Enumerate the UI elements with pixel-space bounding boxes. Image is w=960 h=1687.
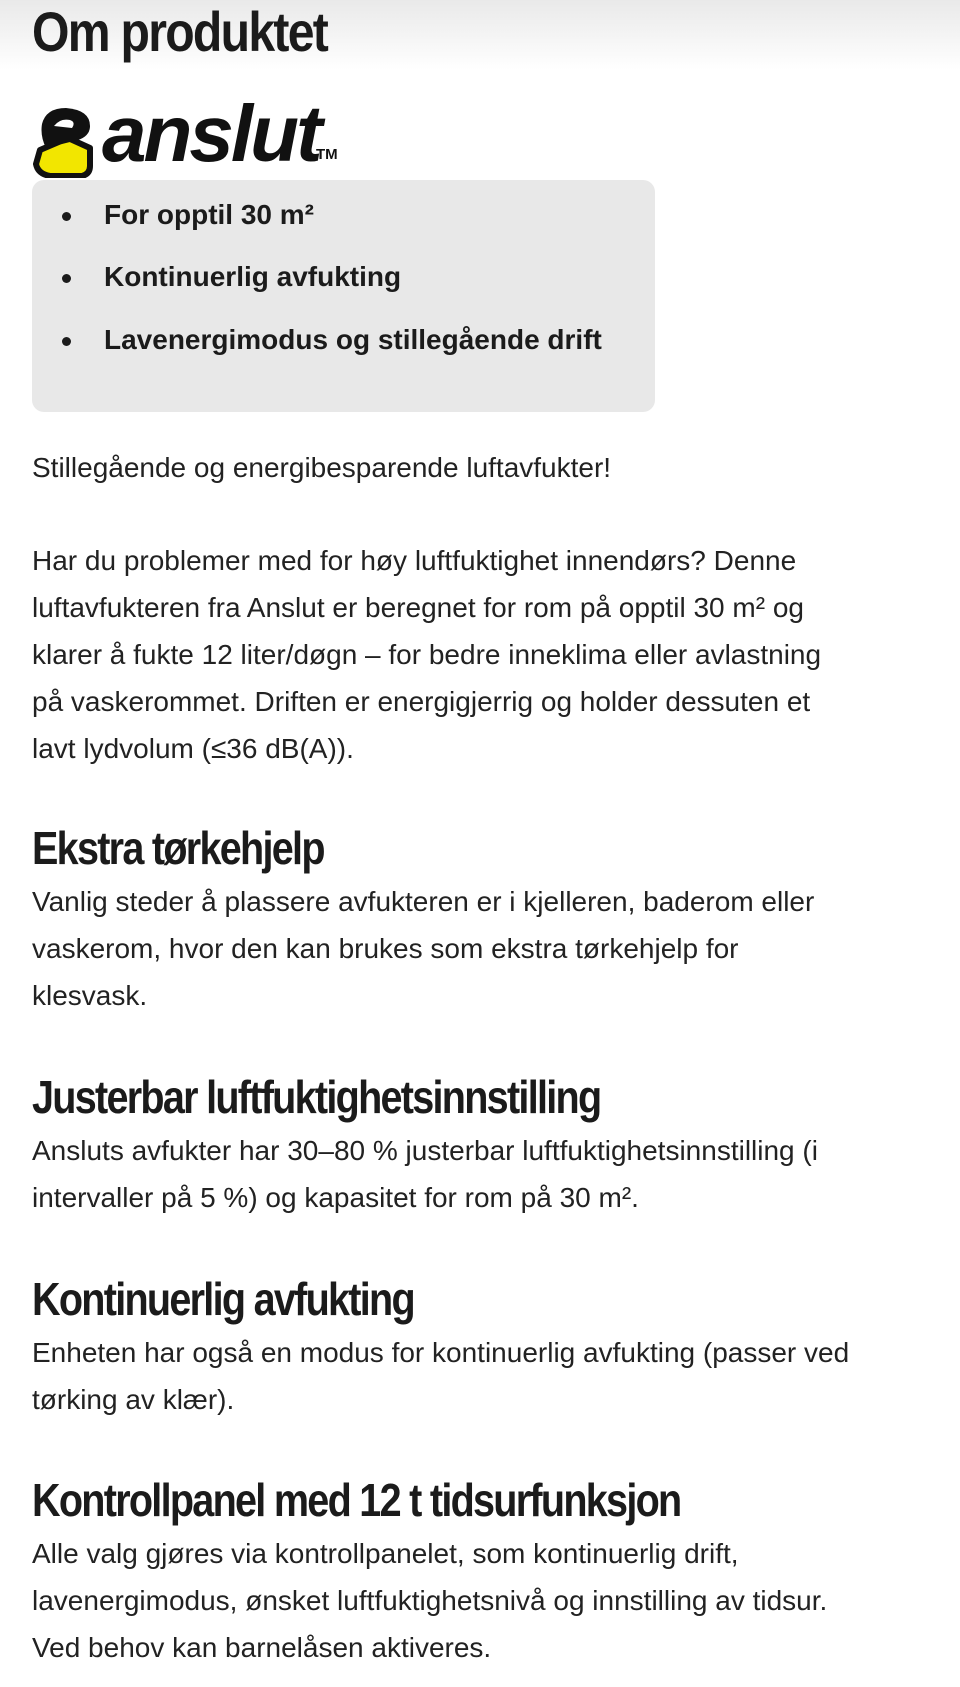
text-line: tørking av klær). xyxy=(32,1384,235,1415)
bullet-icon xyxy=(62,274,71,283)
bullet-icon xyxy=(62,212,71,221)
text-line: Ved behov kan barnelåsen aktiveres. xyxy=(32,1632,492,1663)
section-heading-control-panel: Kontrollpanel med 12 t tidsurfunksjon xyxy=(32,1474,681,1526)
description-paragraph xyxy=(32,537,932,772)
text-line: lavt lydvolum (≤36 dB(A)). xyxy=(32,733,354,764)
list-item: Lavenergimodus og stillegående drift xyxy=(104,324,602,356)
text-line: Enheten har også en modus for kontinuerlig avfukting (passer ved xyxy=(32,1337,850,1368)
text-line: luftavfukteren fra Anslut er beregnet for rom på opptil 30 m² og xyxy=(32,592,804,623)
text-line: vaskerom, hvor den kan brukes som ekstra tørkehjelp for xyxy=(32,933,739,964)
brand-logo xyxy=(32,89,362,180)
intro-text: Stillegående og energibesparende luftavfukter! xyxy=(32,452,612,483)
section-text-humidity xyxy=(32,1127,932,1221)
feature-box xyxy=(32,180,655,412)
section-text-continuous xyxy=(32,1329,932,1423)
text-line: klesvask. xyxy=(32,980,148,1011)
list-item: For opptil 30 m² xyxy=(104,199,314,231)
text-line: Har du problemer med for høy luftfuktighet innendørs? Denne xyxy=(32,545,797,576)
logo-trademark: TM xyxy=(316,146,338,163)
section-text-drying xyxy=(32,878,932,1019)
list-item: Kontinuerlig avfukting xyxy=(104,261,401,293)
logo-wordmark: anslut xyxy=(102,89,320,178)
section-text-control-panel xyxy=(32,1530,932,1671)
page-title: Om produktet xyxy=(32,0,328,63)
text-line: klarer å fukte 12 liter/døgn – for bedre inneklima eller avlastning xyxy=(32,639,822,670)
text-line: Alle valg gjøres via kontrollpanelet, som kontinuerlig drift, xyxy=(32,1538,739,1569)
bullet-icon xyxy=(62,337,71,346)
section-heading-continuous: Kontinuerlig avfukting xyxy=(32,1273,414,1325)
text-line: Vanlig steder å plassere avfukteren er i kjelleren, baderom eller xyxy=(32,886,815,917)
text-line: lavenergimodus, ønsket luftfuktighetsnivå og innstilling av tidsur. xyxy=(32,1585,828,1616)
anslut-logo-icon xyxy=(32,102,98,178)
text-line: Ansluts avfukter har 30–80 % justerbar luftfuktighetsinnstilling (i xyxy=(32,1135,818,1166)
text-line: på vaskerommet. Driften er energigjerrig og holder dessuten et xyxy=(32,686,811,717)
section-heading-humidity: Justerbar luftfuktighetsinnstilling xyxy=(32,1071,601,1123)
section-heading-drying: Ekstra tørkehjelp xyxy=(32,822,324,874)
text-line: intervaller på 5 %) og kapasitet for rom på 30 m². xyxy=(32,1182,639,1213)
